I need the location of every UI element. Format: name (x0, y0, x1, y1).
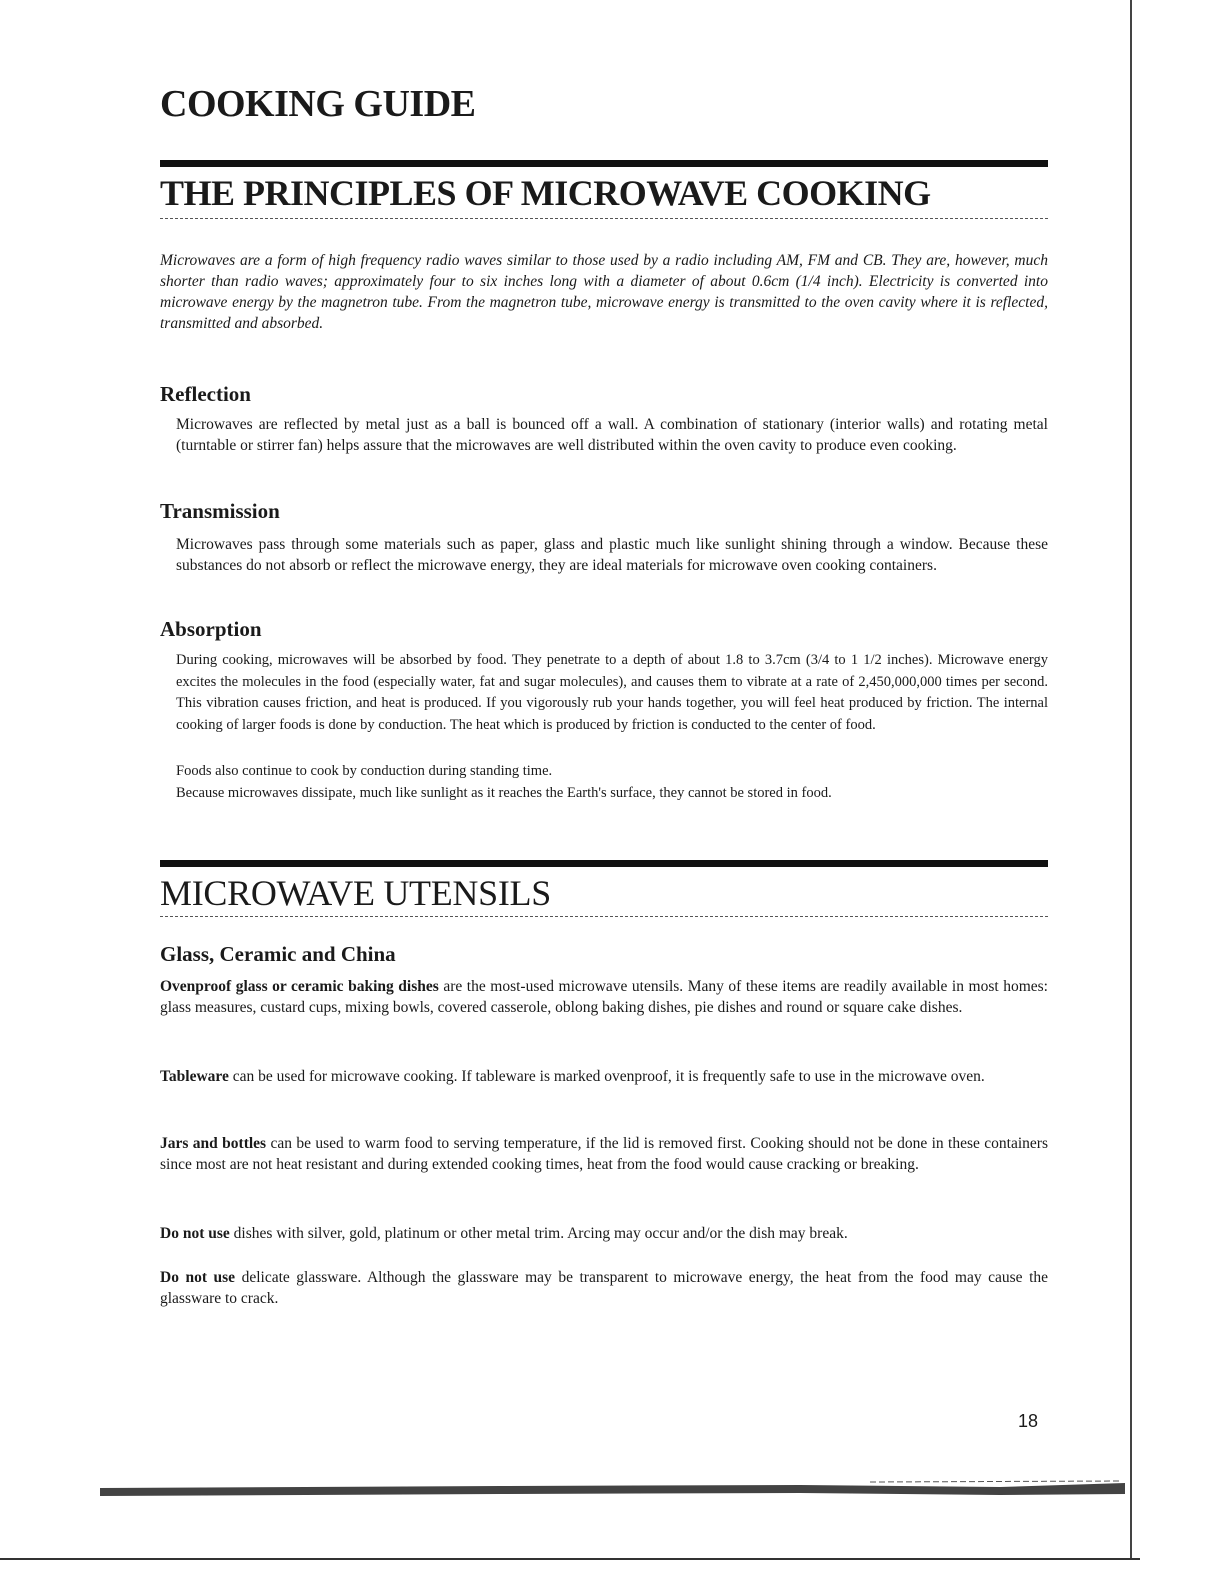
bold-do-not-use-glassware: Do not use (160, 1269, 236, 1286)
scan-artifact-strip (100, 1480, 1125, 1498)
page-edge-rule (1130, 0, 1132, 1560)
transmission-text: Microwaves pass through some materials such as paper, glass and plastic much like sunlight shining through a window. Because these substances do not absorb or reflect the microwave energy, they are ideal materials for microwave oven cooking containers. (176, 536, 1048, 574)
page-bottom-rule (0, 1558, 1140, 1560)
absorption-text: During cooking, microwaves will be absorbed by food. They penetrate to a depth of about 1.8 to 3.7cm (3/4 to 1 1/2 inches). Microwave energy excites the molecules in the food (especially water, fat and sugar molecules), and causes them to vibrate at a rate of 2,450,000,000 times per second. This vibration causes friction, and heat is produced. If you vigorously rub your hands together, you will feel heat produced by friction. The internal cooking of larger foods is done by conduction. The heat which is produced by friction is conducted to the center of food. (176, 652, 1048, 733)
text-delicate-glassware: delicate glassware. Although the glassware may be transparent to microwave energy, the heat from the food may cause the glassware to crack. (160, 1269, 1049, 1307)
intro-paragraph: Microwaves are a form of high frequency radio waves similar to those used by a radio including AM, FM and CB. They are, however, much shorter than radio waves; approximately four to six inches long with a diameter of about 0.6cm (1/4 inch). Electricity is converted into microwave energy by the magnetron tube. From the magnetron tube, microwave energy is transmitted to the oven cavity where it is reflected, transmitted and absorbed. (160, 252, 1048, 332)
bold-jars-bottles: Jars and bottles (160, 1135, 267, 1152)
paragraph-tableware (160, 1066, 1048, 1087)
paragraph-ovenproof (160, 976, 1048, 1018)
bold-do-not-use-metal: Do not use (160, 1225, 230, 1242)
bold-tableware: Tableware (160, 1068, 229, 1085)
text-metal-trim: dishes with silver, gold, platinum or other metal trim. Arcing may occur and/or the dish may break. (229, 1225, 848, 1242)
section-underline-principles (160, 218, 1048, 220)
bold-ovenproof: Ovenproof glass or ceramic baking dishes (160, 978, 439, 995)
absorption-standing-text: Foods also continue to cook by conduction during standing time. (176, 763, 553, 779)
subheading-absorption: Absorption (160, 617, 262, 641)
text-ovenproof: are the most-used microwave utensils. Many of these items are readily available in most homes: glass measures, custard cups, mixing bowls, covered casserole, oblong baking dishes, pie dishes and round or square cake dishes. (160, 978, 1048, 1016)
paragraph-jars-bottles (160, 1133, 1048, 1175)
absorption-dissipate-text: Because microwaves dissipate, much like sunlight as it reaches the Earth's surface, they cannot be stored in food. (176, 785, 832, 801)
text-tableware: can be used for microwave cooking. If tableware is marked ovenproof, it is frequently safe to use in the microwave oven. (228, 1068, 985, 1085)
section-underline-utensils (160, 916, 1048, 918)
section-divider-utensils (160, 860, 1048, 867)
subheading-glass-ceramic-china: Glass, Ceramic and China (160, 942, 396, 966)
section-title-utensils: MICROWAVE UTENSILS (160, 873, 551, 913)
subheading-reflection: Reflection (160, 382, 251, 406)
subheading-transmission: Transmission (160, 499, 280, 523)
paragraph-metal-trim (160, 1223, 1048, 1244)
page-number: 18 (1018, 1411, 1039, 1431)
page-title: COOKING GUIDE (160, 83, 476, 125)
reflection-text: Microwaves are reflected by metal just as a ball is bounced off a wall. A combination of stationary (interior walls) and rotating metal (turntable or stirrer fan) helps assure that the microwaves are well distributed within the oven cavity to produce even cooking. (176, 416, 1048, 454)
section-divider-principles (160, 160, 1048, 167)
paragraph-delicate-glassware (160, 1267, 1048, 1309)
section-title-principles: THE PRINCIPLES OF MICROWAVE COOKING (160, 173, 931, 213)
text-jars-bottles: can be used to warm food to serving temperature, if the lid is removed first. Cooking should not be done in these containers since most are not heat resistant and during extended cooking times, heat from the food would cause cracking or breaking. (160, 1135, 1048, 1173)
